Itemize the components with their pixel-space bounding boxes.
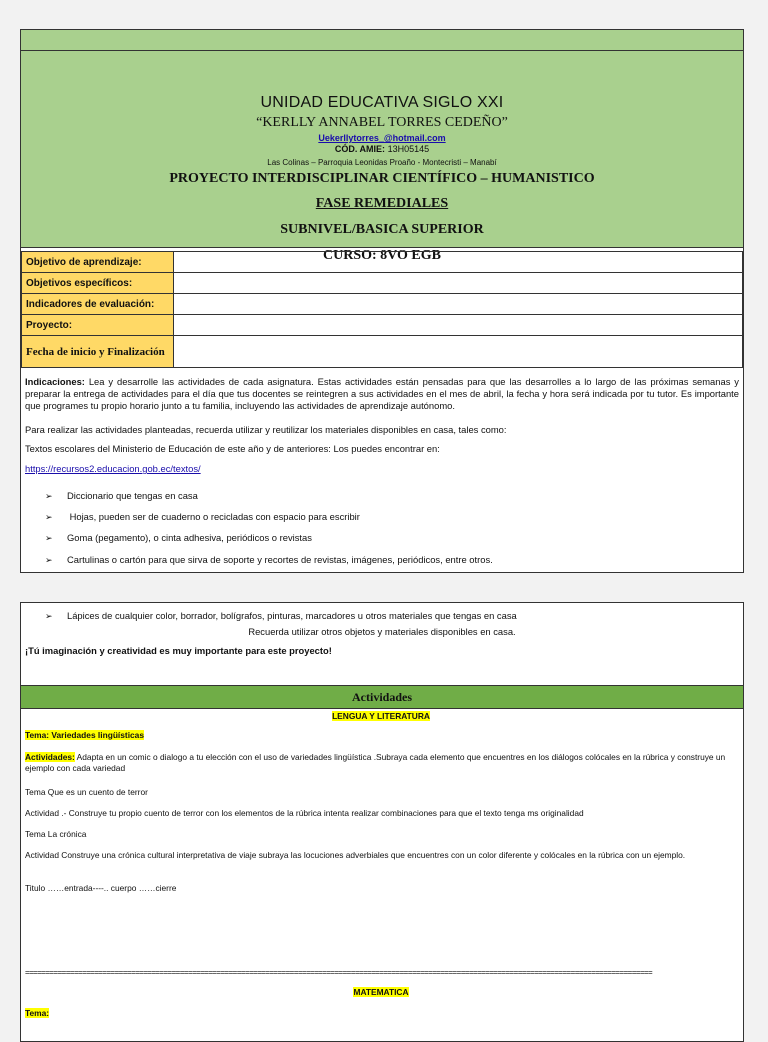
textbooks-link[interactable]: https://recursos2.educacion.gob.ec/textos/ [25,463,201,474]
list-item-text: Goma (pegamento), o cinta adhesiva, periódicos o revistas [67,532,312,543]
materials-reminder [25,626,739,637]
row-label: Objetivos específicos: [22,273,174,294]
materials-intro: Para realizar las actividades planteadas, recuerda utilizar y reutilizar los materiales disponibles en casa, tales como: [25,424,507,435]
topic-line: Tema Que es un cuento de terror [25,787,148,797]
topic-label: Tema: [25,1008,50,1018]
list-item [45,554,493,566]
arrow-bullet-icon: ➢ [45,491,53,501]
table-row [22,336,743,368]
document-page-2 [20,602,744,1042]
section-divider: ========================================================================================================================================================== [25,968,653,977]
list-item-text: Hojas, pueden ser de cuaderno o recicladas con espacio para escribir [67,511,360,522]
activity-paragraph: Actividad .- Construye tu propio cuento de terror con los elementos de la rúbrica intenta realizar combinaciones para que el texto tenga ms originalidad [25,808,584,818]
header-top-band [21,30,743,51]
amie-value: 13H05145 [387,144,430,154]
arrow-bullet-icon: ➢ [45,611,53,621]
topic-line: Tema La crónica [25,829,87,839]
school-address: Las Colinas – Parroquia Leonidas Proaño - Montecristi – Manabí [267,158,497,167]
table-row [22,315,743,336]
indications-paragraph [25,376,739,412]
list-item-text: Lápices de cualquier color, borrador, bolígrafos, pinturas, marcadores u otros materiales que tengas en casa [67,610,517,621]
school-namesake: “KERLLY ANNABEL TORRES CEDEÑO” [256,115,508,130]
list-item [45,511,360,523]
table-row [22,294,743,315]
imagination-note: ¡Tú imaginación y creatividad es muy importante para este proyecto! [25,645,332,656]
arrow-bullet-icon: ➢ [45,512,53,522]
activities-header: Actividades [21,685,743,709]
project-title: PROYECTO INTERDISCIPLINAR CIENTÍFICO – HUMANISTICO [169,171,595,186]
row-label: Indicadores de evaluación: [22,294,174,315]
phase-title: FASE REMEDIALES [315,196,449,211]
title-structure: Titulo ……entrada----.. cuerpo ……cierre [25,883,177,893]
row-value[interactable] [174,294,743,315]
list-item [45,532,312,544]
course-title: CURSO: 8VO EGB [323,248,441,263]
subject-lengua: LENGUA Y LITERATURA [332,711,430,721]
activity-paragraph: Actividad Construye una crónica cultural interpretativa de viaje subraya las locuciones adverbiales que encuentres con un color diferente y colócales en la rúbrica con un ejemplo. [25,850,686,860]
subject-matematica: MATEMATICA [353,987,409,997]
topic-label: Tema: Variedades lingüísticas [25,730,145,740]
list-item [45,610,517,622]
amie-label: CÓD. AMIE: [334,144,386,154]
row-value[interactable] [174,273,743,294]
arrow-bullet-icon: ➢ [45,533,53,543]
topic-line [25,1008,737,1019]
sublevel-title: SUBNIVEL/BASICA SUPERIOR [280,222,484,237]
activity-paragraph [25,752,737,774]
list-item-text: Diccionario que tengas en casa [67,490,198,501]
school-name: UNIDAD EDUCATIVA SIGLO XXI [260,94,504,111]
row-label: Proyecto: [22,315,174,336]
row-value[interactable] [174,336,743,368]
reminder-text: Recuerda utilizar otros objetos y materiales disponibles en casa. [248,626,516,637]
table-row [22,273,743,294]
amie-code [21,144,743,154]
row-label: Objetivo de aprendizaje: [22,252,174,273]
arrow-bullet-icon: ➢ [45,555,53,565]
activities-label: Actividades: [25,752,75,762]
topic-line [25,730,737,741]
row-label: Fecha de inicio y Finalización [22,336,174,368]
row-value[interactable] [174,252,743,273]
list-item [45,490,198,502]
list-item-text: Cartulinas o cartón para que sirva de soporte y recortes de revistas, imágenes, periódicos, entre otros. [67,554,493,565]
subject-heading [25,711,737,722]
objectives-table [21,251,743,368]
document-page-1 [20,29,744,573]
textbooks-text: Textos escolares del Ministerio de Educación de este año y de anteriores: Los puedes encontrar en: [25,443,440,454]
table-row [22,252,743,273]
activities-text: Adapta en un comic o dialogo a tu elección con el uso de variedades lingüística .Subraya cada elemento que encuentres en los diálogos colócales en la rúbrica y construye un ejemplo con cada variedad [25,752,726,773]
indications-label: Indicaciones: [25,376,85,387]
row-value[interactable] [174,315,743,336]
school-email-link[interactable]: Uekerllytorres_@hotmail.com [318,133,446,143]
subject-heading [25,987,737,998]
indications-text: Lea y desarrolle las actividades de cada asignatura. Estas actividades están pensadas para que las desarrolles a lo largo de las próximas semanas y preparar la entrega de actividades para el día que tus docentes se reintegren a sus actividades en el mes de abril, la fecha y hora será indicada por tu tutor. Es importante que programes tu propio horario junto a tu familia, incluyendo las actividades de aprendizaje autónomo. [25,376,739,411]
